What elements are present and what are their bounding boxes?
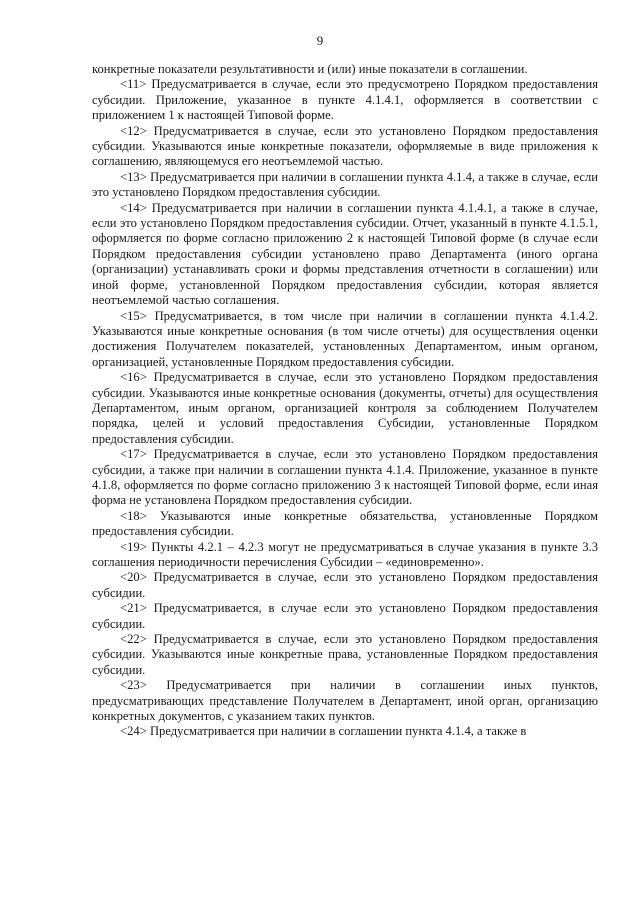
footnote-13: <13> Предусматривается при наличии в соглашении пункта 4.1.4, а также в случае, если это установлено Порядком предоставления субсидии. xyxy=(92,169,598,200)
footnote-21: <21> Предусматривается, в случае если это установлено Порядком предоставления субсидии. xyxy=(92,601,598,631)
footnote-11: <11> Предусматривается в случае, если это предусмотрено Порядком предоставления субсидии. Приложение, указанное в пункте 4.1.4.1, оформляется в соответствии с приложением 1 к настоящей Типовой форме. xyxy=(92,77,598,123)
footnote-19: <19> Пункты 4.2.1 – 4.2.3 могут не предусматриваться в случае указания в пункте 3.3 соглашения периодичности перечисления Субсидии – «единовременно». xyxy=(92,539,598,569)
footnote-20: <20> Предусматривается в случае, если это установлено Порядком предоставления субсидии. xyxy=(92,570,598,600)
page-number: 9 xyxy=(316,33,324,48)
paragraph-continuation: конкретные показатели результативности и (или) иные показатели в соглашении. xyxy=(92,62,528,76)
footnote-12: <12> Предусматривается в случае, если это установлено Порядком предоставления субсидии. Указываются иные конкретные показатели, оформляемые в виде приложения к соглашению, являющемуся его неотъемлемой частью. xyxy=(92,123,598,169)
footnote-22: <22> Предусматривается в случае, если это установлено Порядком предоставления субсидии. Указываются иные конкретные права, установленные Порядком предоставления субсидии. xyxy=(92,632,598,677)
footnotes-body xyxy=(92,62,598,740)
footnote-17: <17> Предусматривается в случае, если это установлено Порядком предоставления субсидии, а также при наличии в соглашении пункта 4.1.4. Приложение, указанное в пункте 4.1.8, оформляется по форме согласно приложению 3 к настоящей Типовой форме, если иная форма не установлена Порядком предоставления субсидии. xyxy=(92,447,598,508)
footnote-16: <16> Предусматривается в случае, если это установлено Порядком предоставления субсидии. Указываются иные конкретные основания (документы, отчеты) для осуществления Департаментом, иным органом, организацией контроля за соблюдением Получателем порядка, целей и условий предоставления Субсидии, установленные Порядком предоставления субсидии. xyxy=(92,370,598,446)
footnote-14: <14> Предусматривается при наличии в соглашении пункта 4.1.4.1, а также в случае, если это установлено Порядком предоставления субсидии. Отчет, указанный в пункте 4.1.5.1, оформляется по форме согласно приложению 2 к настоящей Типовой форме (в случае если Порядком предоставления субсидии установлено право Департамента (иного органа (организации) устанавливать сроки и формы представления отчетности в соглашении) или иной форме, установленной Порядком предоставления субсидии, которая является неотъемлемой частью соглашения. xyxy=(92,200,598,308)
footnote-23: <23> Предусматривается при наличии в соглашении иных пунктов, предусматривающих представление Получателем в Департамент, иной орган, организацию конкретных документов, с указанием таких пунктов. xyxy=(92,678,598,724)
footnote-15: <15> Предусматривается, в том числе при наличии в соглашении пункта 4.1.4.2. Указываются иные конкретные основания (в том числе отчеты) для осуществления оценки достижения Получателем показателей, установленных Департаментом, иным органом, организацией, установленные Порядком предоставления субсидии. xyxy=(92,308,598,369)
footnote-18: <18> Указываются иные конкретные обязательства, установленные Порядком предоставления субсидии. xyxy=(92,508,598,539)
footnote-24: <24> Предусматривается при наличии в соглашении пункта 4.1.4, а также в xyxy=(120,724,527,739)
